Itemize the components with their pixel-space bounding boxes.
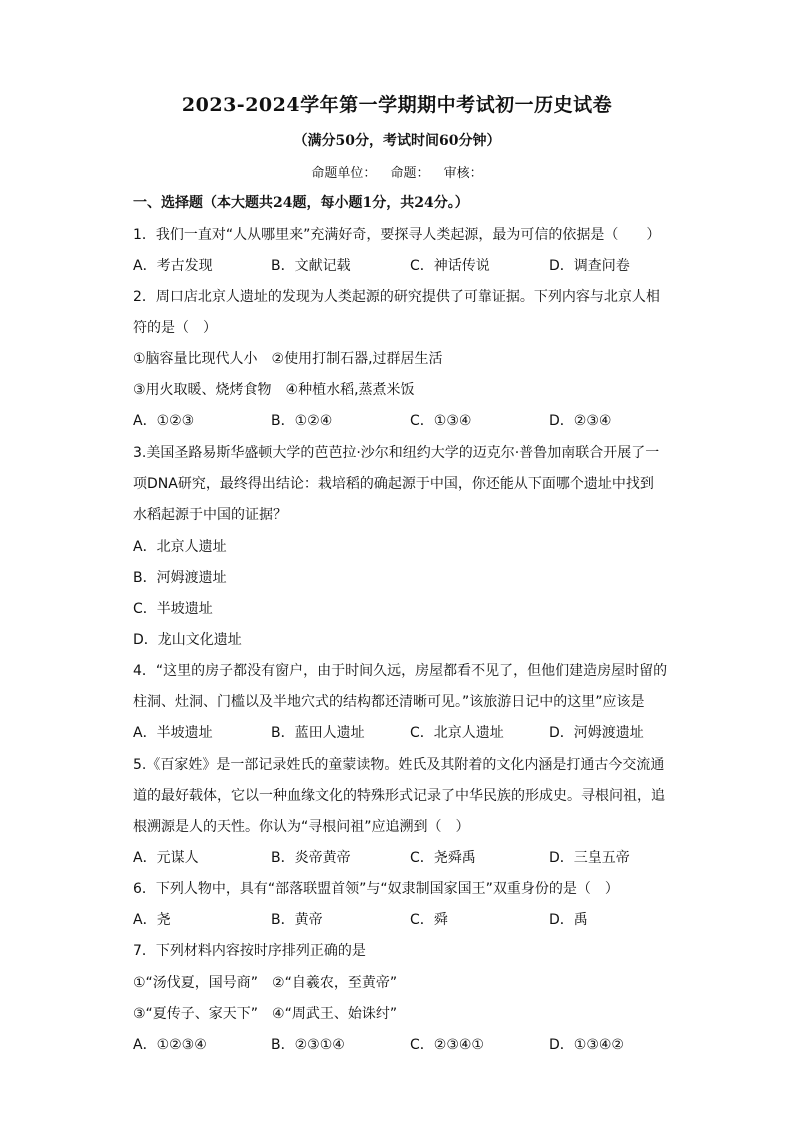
option-b: B．①②④ [271, 413, 333, 429]
option-d: D．②③④ [549, 413, 612, 429]
option-d: D．龙山文化遗址 [133, 632, 242, 648]
option-d: D．调查问卷 [549, 258, 630, 274]
question-stem: 2．周口店北京人遗址的发现为人类起源的研究提供了可靠证据。下列内容与北京人相 [133, 289, 660, 305]
question-stem: 柱洞、灶洞、门槛以及半地穴式的结构都还清晰可见。”该旅游日记中的这里”应该是 [133, 694, 645, 710]
section-heading: 一、选择题（本大题共24题，每小题1分，共24分。） [133, 195, 469, 211]
option-a: A．北京人遗址 [133, 539, 227, 555]
option-d: D．三皇五帝 [549, 850, 630, 866]
option-a: A．①②③④ [133, 1037, 207, 1053]
option-d: D．河姆渡遗址 [549, 725, 644, 741]
option-c: C．神话传说 [410, 258, 490, 274]
option-d: D．禹 [549, 912, 588, 928]
option-b: B．炎帝黄帝 [271, 850, 351, 866]
option-c: C．舜 [410, 912, 448, 928]
option-c: C．②③④① [410, 1037, 484, 1053]
option-b: B．黄帝 [271, 912, 323, 928]
question-item: ①脑容量比现代人小 ②使用打制石器,过群居生活 [133, 351, 443, 367]
option-d: D．①③④② [549, 1037, 624, 1053]
option-c: C．半坡遗址 [133, 601, 213, 617]
unit-label: 命题单位： [311, 166, 377, 181]
question-options [133, 1034, 673, 1054]
question-item: ③“夏传子、家天下” ④“周武王、始诛纣” [133, 1006, 398, 1022]
option-a: A．元谋人 [133, 850, 199, 866]
question-options [133, 722, 673, 742]
option-b: B．蓝田人遗址 [271, 725, 365, 741]
exam-info: （满分50分，考试时间60分钟） [293, 133, 501, 149]
question-options [133, 847, 673, 867]
option-a: A．①②③ [133, 413, 195, 429]
option-b: B．文献记载 [271, 258, 351, 274]
question-options [133, 909, 673, 929]
option-c: C．①③④ [410, 413, 472, 429]
reviewer-label: 审核： [443, 166, 483, 181]
question-stem: 1．我们一直对“人从哪里来”充满好奇，要探寻人类起源，最为可信的依据是（ ） [133, 227, 661, 243]
question-stem: 6．下列人物中，具有“部落联盟首领”与“奴隶制国家国王”双重身份的是（ ） [133, 881, 619, 897]
option-b: B．②③①④ [271, 1037, 345, 1053]
author-label: 命题： [390, 166, 430, 181]
question-stem: 5.《百家姓》是一部记录姓氏的童蒙读物。姓氏及其附着的文化内涵是打通古今交流通 [133, 757, 665, 773]
question-item: ①“汤伐夏，国号商” ②“自羲农，至黄帝” [133, 975, 398, 991]
question-options [133, 255, 673, 275]
question-stem: 根溯源是人的天性。你认为“寻根问祖”应追溯到（ ） [133, 819, 470, 835]
question-stem: 7．下列材料内容按时序排列正确的是 [133, 943, 366, 959]
page-title: 2023-2024学年第一学期期中考试初一历史试卷 [181, 94, 613, 116]
question-stem: 水稻起源于中国的证据？ [133, 507, 287, 523]
option-a: A．考古发现 [133, 258, 213, 274]
option-c: C．北京人遗址 [410, 725, 504, 741]
exam-meta [0, 162, 794, 181]
option-a: A．尧 [133, 912, 171, 928]
question-stem: 项DNA研究，最终得出结论：栽培稻的确起源于中国，你还能从下面哪个遗址中找到 [133, 476, 654, 492]
question-stem: 道的最好载体，它以一种血缘文化的特殊形式记录了中华民族的形成史。寻根问祖，追 [133, 788, 665, 804]
question-item: ③用火取暖、烧烤食物 ④种植水稻,蒸煮米饭 [133, 382, 415, 398]
option-b: B．河姆渡遗址 [133, 570, 227, 586]
question-stem: 4．“这里的房子都没有窗户，由于时间久远，房屋都看不见了，但他们建造房屋时留的 [133, 663, 668, 679]
question-stem: 符的是（ ） [133, 320, 217, 336]
option-c: C．尧舜禹 [410, 850, 476, 866]
question-options [133, 410, 673, 430]
question-stem: 3.美国圣路易斯华盛顿大学的芭芭拉·沙尔和纽约大学的迈克尔·普鲁加南联合开展了一 [133, 445, 660, 461]
option-a: A．半坡遗址 [133, 725, 213, 741]
